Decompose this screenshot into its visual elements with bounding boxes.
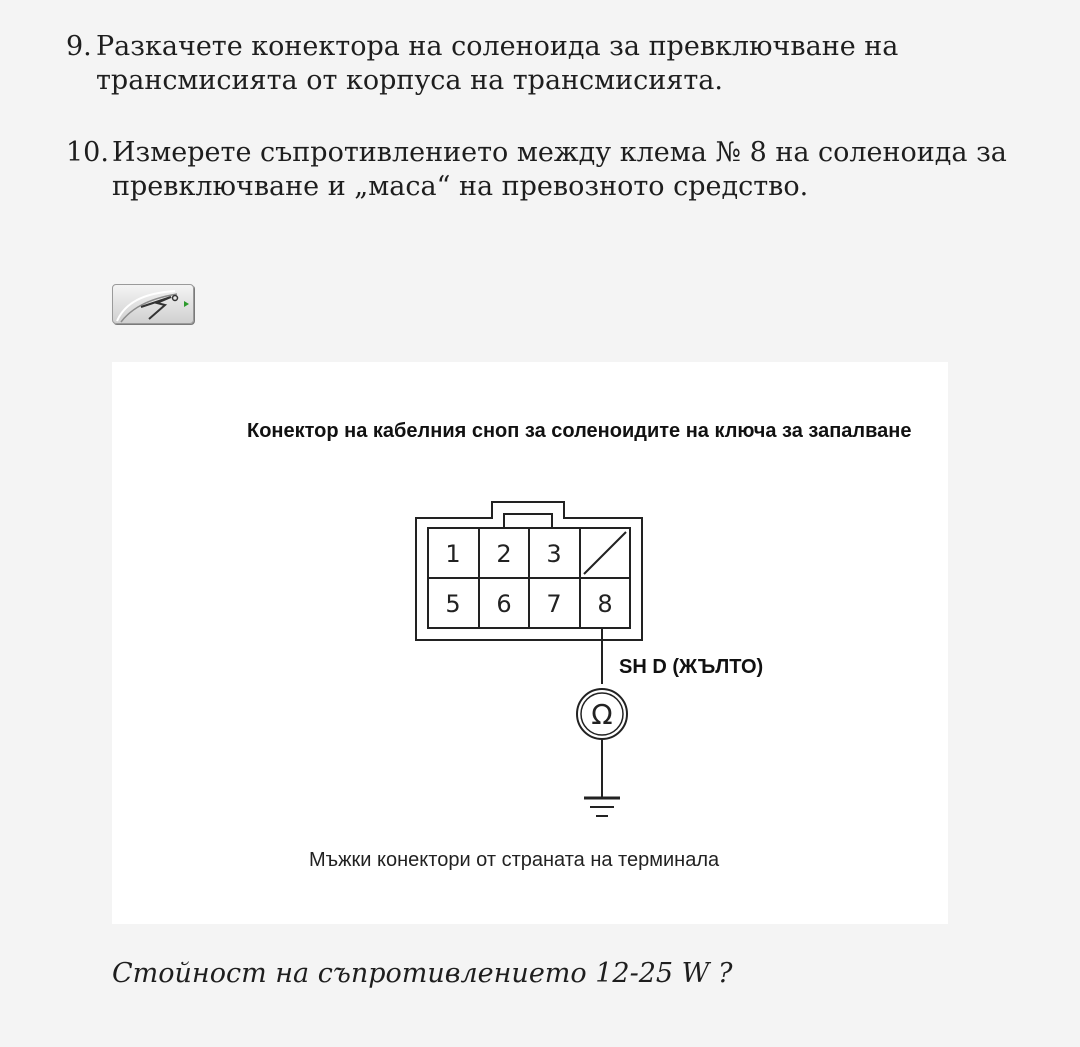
wire-label: SH D (ЖЪЛТО)	[619, 656, 764, 678]
step-9	[66, 30, 1046, 98]
terminal-8: 8	[597, 590, 613, 618]
diagram-title: Конектор на кабелния сноп за соленоидите на ключа за запалване	[247, 420, 912, 442]
omega-icon: Ω	[591, 698, 613, 731]
terminal-1: 1	[445, 540, 461, 568]
diagram-caption: Мъжки конектори от страната на терминала	[309, 849, 720, 871]
multimeter-tool-button[interactable]	[112, 284, 194, 324]
resistance-value-text: Стойност на съпротивлението 12-25 W ?	[112, 958, 733, 989]
connector-diagram-panel	[112, 362, 948, 924]
multimeter-probe-icon	[113, 285, 195, 325]
terminal-7: 7	[546, 590, 562, 618]
terminal-6: 6	[496, 590, 512, 618]
terminal-3: 3	[546, 540, 562, 568]
step-10	[66, 136, 1056, 204]
step-number: 10.	[66, 137, 109, 168]
connector-latch	[504, 514, 552, 528]
connector-diagram	[112, 362, 948, 924]
terminal-5: 5	[445, 590, 461, 618]
step-number: 9.	[66, 31, 92, 62]
step-text: Разкачете конектора на соленоида за превключване на трансмисията от корпуса на трансмисията.	[96, 31, 899, 96]
blank-cavity-mark	[584, 532, 626, 574]
terminal-2: 2	[496, 540, 512, 568]
step-text: Измерете съпротивлението между клема № 8 на соленоида за превключване и „маса“ на превозното средство.	[112, 137, 1007, 202]
